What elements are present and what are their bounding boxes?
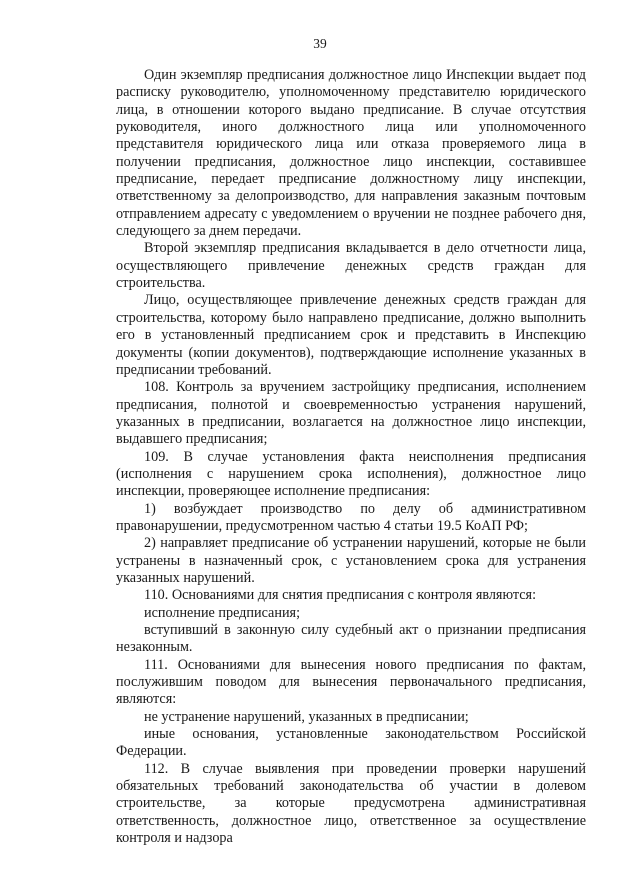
paragraph-second-copy: Второй экземпляр предписания вкладывается в дело отчетности лица, осуществляющего привлечение денежных средств граждан для строительства. [116,240,586,292]
paragraph-108: 108. Контроль за вручением застройщику предписания, исполнением предписания, полнотой и своевременностью устранения нарушений, указанных в предписании, возлагается на должностное лицо инспекции, выдавшего предписания; [116,379,586,448]
paragraph-execution-obligation: Лицо, осуществляющее привлечение денежных средств граждан для строительства, которому было направлено предписание, должно выполнить его в установленный предписанием срок и представить в Инспекцию документы (копии документов), подтверждающие исполнение указанных в предписании требований. [116,292,586,378]
document-text [116,67,586,847]
paragraph-112: 112. В случае выявления при проведении проверки нарушений обязательных требований законодательства об участии в долевом строительстве, за которые предусмотрена административная ответственность, должностное лицо, ответственное за осуществление контроля и надзора [116,760,586,847]
paragraph-110-item-1: исполнение предписания; [144,604,301,621]
paragraph-109-item-2: 2) направляет предписание об устранении нарушений, которые не были устранены в назначенный срок, с установлением срока для устранения указанных нарушений. [116,535,586,586]
page-number: 39 [313,36,327,51]
paragraph-109-item-1: 1) возбуждает производство по делу об административном правонарушении, предусмотренном частью 4 статьи 19.5 КоАП РФ; [116,500,586,534]
paragraph-prescription-delivery: Один экземпляр предписания должностное лицо Инспекции выдает под расписку руководителю, уполномоченному представителю юридического лица, в отношении которого выдано предписание. В случае отсутствия руководителя, иного должностного лица или уполномоченного представителя юридического лица или отказа проверяемого лица в получении предписания, должностное лицо инспекции, составившее предписание, передает предписание должностному лицу инспекции, ответственному за делопроизводство, для направления заказным почтовым отправлением адресату с уведомлением о вручении не позднее рабочего дня, следующего за днем передачи. [116,67,586,240]
paragraph-110: 110. Основаниями для снятия предписания с контроля являются: [144,587,537,604]
paragraph-109: 109. В случае установления факта неисполнения предписания (исполнения с нарушением срока исполнения), должностное лицо инспекции, проверяющее исполнение предписания: [116,448,586,500]
paragraph-110-item-2: вступивший в законную силу судебный акт о признании предписания незаконным. [116,622,586,656]
paragraph-111-item-2: иные основания, установленные законодательством Российской Федерации. [116,726,586,760]
paragraph-111-item-1: не устранение нарушений, указанных в предписании; [144,708,469,725]
paragraph-111: 111. Основаниями для вынесения нового предписания по фактам, послужившим поводом для вынесения первоначального предписания, являются: [116,656,586,708]
